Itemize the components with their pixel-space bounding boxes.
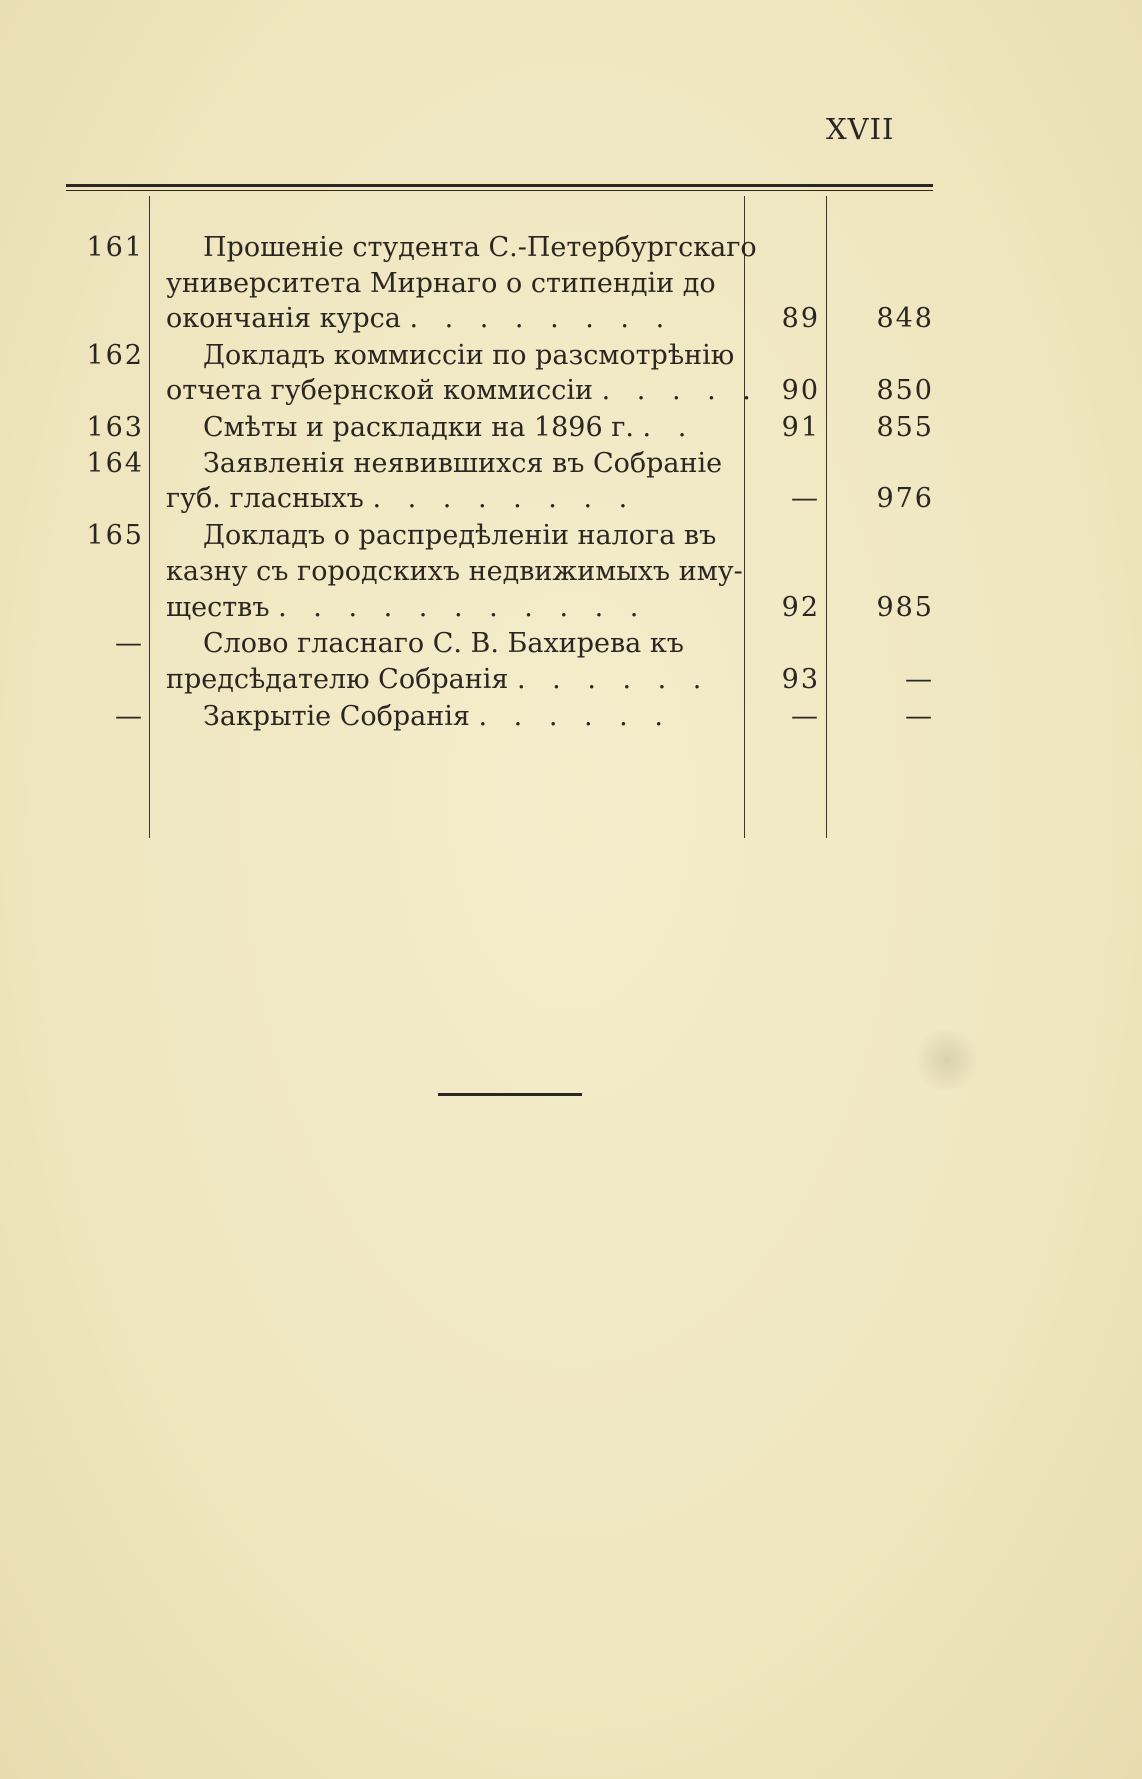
row-number: 165 — [86, 520, 144, 551]
table-top-rule-thin — [66, 190, 933, 191]
row-page-ref: 93 — [781, 664, 820, 695]
row-text-line: Закрытіе Собранія . . . . . . — [203, 701, 672, 732]
row-column-ref: 850 — [876, 375, 934, 406]
row-column-ref: 855 — [876, 412, 934, 443]
row-page-ref: 92 — [781, 592, 820, 623]
row-text-line: окончанія курса . . . . . . . . — [166, 303, 674, 334]
column-divider-page — [744, 196, 745, 838]
row-text-line: Слово гласнаго С. В. Бахирева къ — [203, 628, 684, 659]
row-text-line: Смѣты и раскладки на 1896 г. . . — [203, 412, 696, 443]
row-column-ref: 848 — [876, 303, 934, 334]
column-divider-number — [149, 196, 150, 838]
row-page-ref: 89 — [781, 303, 820, 334]
row-number: 162 — [86, 340, 144, 371]
row-text-line: Докладъ коммиссіи по разсмотрѣнію — [203, 340, 735, 371]
row-text-line: Прошеніе студента С.-Петербургскаго — [203, 232, 757, 263]
paper-smudge — [912, 1030, 982, 1090]
row-text-line: университета Мирнаго о стипендіи до — [166, 268, 716, 299]
row-text-line: ществъ . . . . . . . . . . . — [166, 592, 648, 623]
row-number: — — [115, 628, 144, 659]
row-number: 163 — [86, 412, 144, 443]
row-page-ref: — — [791, 701, 820, 732]
row-text-line: Заявленія неявившихся въ Собраніе — [203, 448, 723, 479]
row-column-ref: 976 — [876, 483, 934, 514]
row-page-ref: 90 — [781, 375, 820, 406]
page-number: XVII — [826, 112, 895, 146]
column-divider-column — [826, 196, 827, 838]
table-top-rule — [66, 184, 933, 187]
row-number: 161 — [86, 232, 144, 263]
row-text-line: отчета губернской коммиссіи . . . . . — [166, 375, 760, 406]
row-page-ref: — — [791, 483, 820, 514]
row-number: — — [115, 701, 144, 732]
row-text-line: предсѣдателю Собранія . . . . . . — [166, 664, 711, 695]
row-text-line: Докладъ о распредѣленіи налога въ — [203, 520, 717, 551]
row-page-ref: 91 — [781, 412, 820, 443]
row-number: 164 — [86, 448, 144, 479]
row-column-ref: — — [905, 701, 934, 732]
row-column-ref: — — [905, 664, 934, 695]
end-rule — [438, 1093, 582, 1096]
row-column-ref: 985 — [876, 592, 934, 623]
row-text-line: губ. гласныхъ . . . . . . . . — [166, 483, 637, 514]
row-text-line: казну съ городскихъ недвижимыхъ иму- — [166, 556, 743, 587]
